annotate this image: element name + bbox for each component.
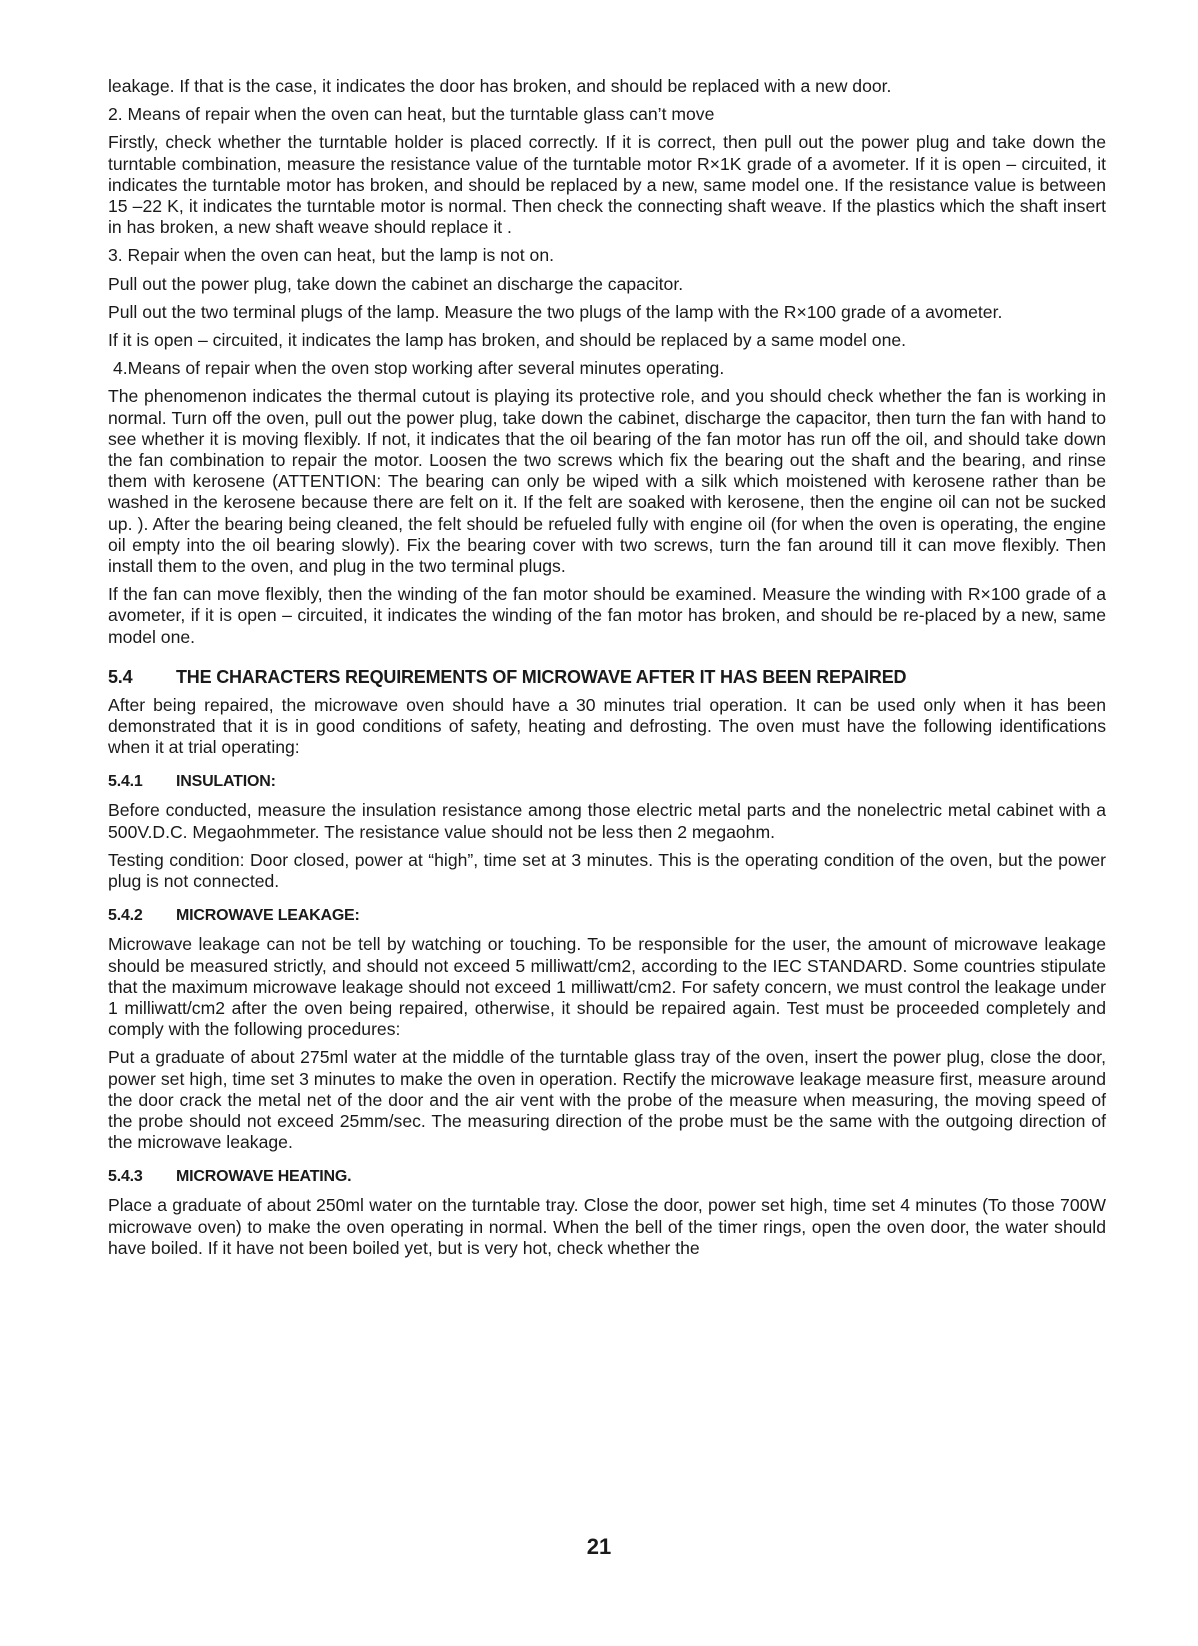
paragraph-lamp-broken: If it is open – circuited, it indicates the lamp has broken, and should be replaced by a same model one. xyxy=(108,330,907,351)
repair-item-4-heading: 4.Means of repair when the oven stop working after several minutes operating. xyxy=(113,358,725,379)
paragraph-leakage-procedure: Put a graduate of about 275ml water at the middle of the turntable glass tray of the oven, insert the power plug, close the door, power set high, time set 3 minutes to make the oven in operation. Rectify the microwave leakage measure first, measure around the door crack the metal net of the door and the air vent with the probe of the measure when measuring, the moving speed of the probe should not exceed 25mm/sec. The measuring direction of the probe must be the same with the outgoing direction of the microwave leakage. xyxy=(108,1047,1106,1153)
paragraph-insulation-resistance: Before conducted, measure the insulation resistance among those electric metal parts and the nonelectric metal cabinet with a 500V.D.C. Megaohmmeter. The resistance value should not be less then 2 megaohm. xyxy=(108,800,1106,842)
page-number: 21 xyxy=(586,1534,612,1559)
section-number: 5.4.3 xyxy=(108,1168,143,1186)
repair-item-2-heading: 2. Means of repair when the oven can heat, but the turntable glass can’t move xyxy=(108,104,715,125)
section-title: THE CHARACTERS REQUIREMENTS OF MICROWAVE AFTER IT HAS BEEN REPAIRED xyxy=(176,666,907,687)
section-number: 5.4 xyxy=(108,666,133,687)
paragraph-heating-test: Place a graduate of about 250ml water on the turntable tray. Close the door, power set high, time set 4 minutes (To those 700W microwave oven) to make the oven operating in normal. When the bell of the timer rings, open the oven door, the water should have boiled. If it have not been boiled yet, but is very hot, check whether the xyxy=(108,1195,1106,1258)
repair-item-3-heading: 3. Repair when the oven can heat, but the lamp is not on. xyxy=(108,245,554,266)
section-heading-5-4-2 xyxy=(108,906,1106,926)
paragraph-door-leakage: leakage. If that is the case, it indicates the door has broken, and should be replaced with a new door. xyxy=(108,76,892,96)
paragraph-testing-condition: Testing condition: Door closed, power at “high”, time set at 3 minutes. This is the operating condition of the oven, but the power plug is not connected. xyxy=(108,849,1106,892)
section-heading-5-4-3 xyxy=(108,1167,1106,1187)
paragraph-discharge-capacitor: Pull out the power plug, take down the cabinet an discharge the capacitor. xyxy=(108,273,684,294)
section-heading-5-4 xyxy=(108,666,1106,688)
paragraph-trial-operation: After being repaired, the microwave oven should have a 30 minutes trial operation. It can be used only when it has been demonstrated that it is in good conditions of safety, heating and defrosting. The oven must have the following identifications when it at trial operating: xyxy=(108,694,1106,758)
paragraph-fan-winding: If the fan can move flexibly, then the winding of the fan motor should be examined. Measure the winding with R×100 grade of a avometer, if it is open – circuited, it indicates the winding of the fan motor has broken, and should be re-placed by a new, same model one. xyxy=(108,584,1106,647)
section-title: MICROWAVE LEAKAGE: xyxy=(176,907,360,925)
paragraph-thermal-cutout: The phenomenon indicates the thermal cutout is playing its protective role, and you should check whether the fan is working in normal. Turn off the oven, pull out the power plug, take down the cabinet, discharge the capacitor, then turn the fan with hand to see whether it is moving flexibly. If not, it indicates that the oil bearing of the fan motor has run off the oil, and should take down the fan combination to repair the motor. Loosen the two screws which fix the bearing out the shaft and the bearing, and rinse them with kerosene (ATTENTION: The bearing can only be wiped with a silk which moistened with kerosene rather than be washed in the kerosene because there are felt on it. If the felt are soaked with kerosene, then the engine oil can not be sucked up. ). After the bearing being cleaned, the felt should be refueled fully with engine oil (for when the oven is operating, the engine oil empty into the oil bearing slowly). Fix the bearing cover with two screws, turn the fan around till it can move flexibly. Then install them to the oven, and plug in the two terminal plugs. xyxy=(108,386,1106,577)
section-title: MICROWAVE HEATING. xyxy=(176,1168,352,1186)
section-heading-5-4-1 xyxy=(108,772,1106,792)
document-page xyxy=(108,76,1106,1266)
paragraph-leakage-limits: Microwave leakage can not be tell by watching or touching. To be responsible for the user, the amount of microwave leakage should be measured strictly, and should not exceed 5 milliwatt/cm2, according to the IEC STANDARD. Some countries stipulate that the maximum microwave leakage should not exceed 1 milliwatt/cm2. For safety concern, we must control the leakage under 1 milliwatt/cm2 after the oven being repaired, otherwise, it should be repaired again. Test must be proceeded completely and comply with the following procedures: xyxy=(108,934,1106,1040)
section-number: 5.4.1 xyxy=(108,773,143,791)
paragraph-turntable-repair: Firstly, check whether the turntable holder is placed correctly. If it is correct, then pull out the power plug and take down the turntable combination, measure the resistance value of the turntable motor R×1K grade of a avometer. If it is open – circuited, it indicates the turntable motor has broken, and should be replaced by a new, same model one. If the resistance value is between 15 –22 K, it indicates the turntable motor is normal. Then check the connecting shaft weave. If the plastics which the shaft insert in has broken, a new shaft weave should replace it . xyxy=(108,132,1106,238)
section-number: 5.4.2 xyxy=(108,907,143,925)
section-title: INSULATION: xyxy=(176,773,276,791)
paragraph-lamp-plugs: Pull out the two terminal plugs of the lamp. Measure the two plugs of the lamp with the R×100 grade of a avometer. xyxy=(108,301,1003,322)
